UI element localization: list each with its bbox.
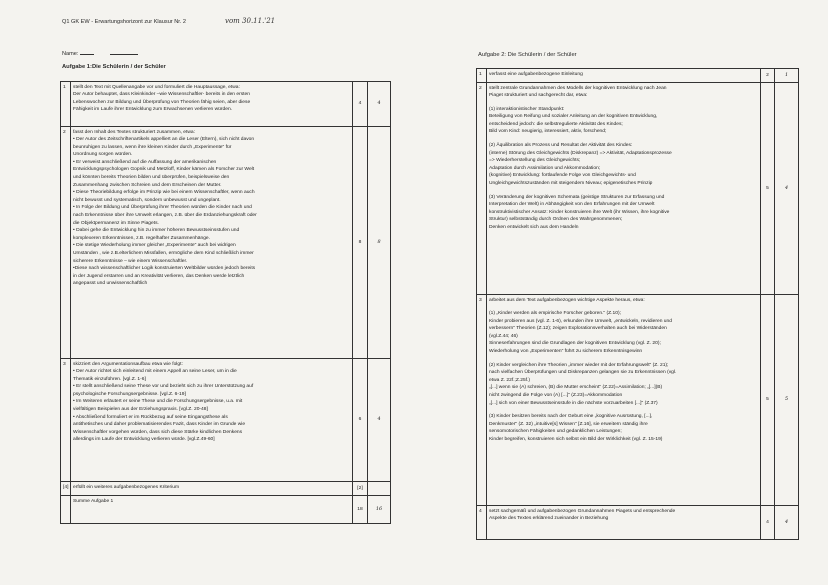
criterion-line: nicht bewusst und systematisch, sondern unbewusst und ungeplant. [73, 197, 221, 203]
criterion-line: beunruhigen zu lassen, wenn ihre kleinen Kinder durch „Experimente" für [73, 144, 232, 150]
criterion-line: sensomotorischen Fähigkeiten und gedanklichen Leistungen; [489, 429, 622, 435]
achieved-points [368, 482, 391, 496]
criterion-line: Wiederholung von „Experimenten" führt zu sicherem Erkenntnisgewinn [489, 349, 643, 355]
criterion-line: • Der Autor richtet sich einleitend mit einem Appell an seine Leser, um in die [73, 369, 237, 375]
criterion-line: nach vielfachen Überprüfungen und Diskrepanzen gelangen sie zu Erkenntnissen (vgl. [489, 370, 677, 376]
achieved-points: 4 [775, 83, 799, 295]
criterion-line: nicht zwingend die Folge von (A) [...]" (Z.23)=Akkommodation [489, 393, 623, 399]
achieved-points: 1 [775, 69, 799, 83]
max-points: 5 [761, 295, 775, 506]
criterion-line: Ungleichgewichtszuständen mit steigendem Niveau; epigenetisches Prinzip [489, 181, 653, 187]
aufgabe2-row-2 [477, 83, 799, 295]
criterion-line: Struktur) selbstständig durch Ordnen des Wahrgenommenen; [489, 217, 623, 223]
criterion-line: (3) Veränderung der kognitiven Schemata (geistige Strukturen zur Erfassung und [489, 194, 665, 200]
criterion-line: • Der Autor des Zeitschriftenartikels appelliert an die Leser (Eltern), sich nicht davon [73, 137, 255, 143]
achieved-points: 16 [368, 496, 391, 524]
criterion-line: Lebenswochen zur Bildung und Überprüfung von Theorien fähig seien, aber diese [73, 99, 251, 105]
criterion-line: die Objektpermanenz im Sinne Piagets. [73, 220, 159, 226]
criterion-line: (1) „Kinder werden als empirische Forscher geboren." (Z.10); [489, 311, 621, 317]
aufgabe2-row-1 [477, 69, 799, 83]
achieved-points: 4 [368, 359, 391, 482]
criterion-line: (1) interaktionistischer Standpunkt: [489, 106, 565, 112]
criterion-line: Fähigkeit im Laufe ihrer Entwicklung zum Erwachsenen verlieren würden. [73, 107, 233, 113]
aufgabe1-row-1 [61, 82, 391, 127]
criterion-line: vielfältigen Beispielen aus der Erziehungspraxis. [vgl.Z. 20-48] [73, 407, 208, 413]
max-points: 8 [353, 127, 368, 359]
row-number: 4 [477, 506, 487, 540]
max-points: 5 [761, 83, 775, 295]
criterion-line: Umständen , wie z.B.elterlichem Missfallen, ermögliche dem Kind schließlich immer [73, 251, 254, 256]
header-course: Q1 GK EW - Erwartungshorizont zur Klausur Nr. 2 [62, 19, 187, 25]
criterion-line: „[...] wenn sie (A) schreien, (B) die Mutter erscheint" (Z.22)=Assimilation; „[...](B) [489, 385, 663, 391]
criterion-text [487, 506, 761, 540]
criterion-line: antithetisches und daher problematisierendes Fazit, dass Kinder im Grunde wie [73, 422, 246, 428]
criterion-line: „[...] sich von einer Bewusstseinsstufe in die nächste vorzuarbeiten [...]" (Z.37) [489, 400, 658, 406]
criterion-line: Zusammenhang zwischen Schreien und dem Erscheinen der Mutter. [73, 182, 222, 188]
criterion-line: Unordnung sorgen würden. [73, 152, 133, 158]
criterion-line: • Die stetige Wiederholung immer gleicher „Experimente" auch bei widrigen [73, 243, 236, 249]
criterion-text [71, 82, 353, 127]
row-number [61, 496, 71, 524]
criterion-line: => Wiederherstellung des Gleichgewichts; [489, 158, 581, 164]
row-number: [4] [61, 482, 71, 496]
aufgabe1-row-2 [61, 127, 391, 359]
criterion-line: Beteiligung von Reifung und sozialer Anleitung an der kognitiven Entwicklung, [489, 114, 658, 120]
criterion-line: (2) Äquilibration als Prozess und Resultat der Aktivität des Kindes: [489, 143, 633, 149]
criterion-line: erfüllt ein weiteres aufgabenbezogenes Kriterium [73, 484, 180, 490]
row-number: 3 [477, 295, 487, 506]
row-number: 1 [477, 69, 487, 83]
criterion-line: nach Erkenntnisse über ihre Umwelt erlangen, z.B. über die Erdanziehungskraft oder [73, 213, 257, 219]
achieved-points: 4 [368, 82, 391, 127]
criterion-line: Bild vom Kind: neugierig, interessiert, aktiv, forschend; [489, 129, 607, 135]
criterion-line: stellt den Text mit Quellenangabe vor und formuliert die Hauptaussage, etwa: [73, 84, 240, 90]
criterion-line: • In Folge der Bildung und Überprüfung ihrer Theorien würden die Kinder nach und [73, 205, 252, 211]
aufgabe1-table [60, 81, 391, 524]
criterion-line: Aspekte des Textes erklärend zueinander in Beziehung [489, 516, 609, 522]
criterion-text [71, 482, 353, 496]
max-points: 4 [353, 82, 368, 127]
achieved-points: 5 [775, 295, 799, 506]
criterion-line: verbessern" Theorien (Z.12); zeigen Explorationsverhalten auch bei Widerständen [489, 326, 667, 332]
criterion-text [71, 359, 353, 482]
aufgabe1-row-3 [61, 359, 391, 482]
criterion-text [71, 127, 353, 359]
max-points: 18 [353, 496, 368, 524]
criterion-line: • Abschließend formuliert er im Rückbezug auf seine Eingangsthese als [73, 414, 228, 420]
achieved-points: 8 [368, 127, 391, 359]
name-field [62, 51, 138, 57]
criterion-text [71, 496, 353, 524]
max-points: 2 [761, 69, 775, 83]
row-number: 1 [61, 82, 71, 127]
criterion-line: • Im Weiteren erläutert er seine These und die Forschungsergebnisse, u.a. mit [73, 399, 243, 405]
criterion-line: psychologische Forschungsergebnisse. [vgl.Z. 6-19] [73, 391, 186, 397]
criterion-line: fasst den Inhalt des Textes strukturiert zusammen, etwa: [73, 129, 195, 135]
aufgabe2-table [476, 68, 799, 540]
header-date-handwritten: vom 30.11.'21 [225, 17, 276, 25]
criterion-text [487, 69, 761, 83]
criterion-line: konstruktivistischer Ansatz: Kinder konstruieren ihre Welt (ihr Wissen, ihre kognitive [489, 209, 670, 215]
criterion-line: Denkmuster" (Z. 32) „intuitive[s] Wissen" [Z.16], sie erweitern ständig ihre [489, 421, 648, 427]
criterion-line: Piaget strukturiert und sachgerecht dar, etwa: [489, 93, 588, 99]
row-number: 3 [61, 359, 71, 482]
criterion-line: (interne) Störung des Gleichgewichts (Diskrepanz) => Aktivität, Adaptationsprozesse [489, 150, 672, 156]
sum-label: Summe Aufgabe 1 [73, 498, 114, 504]
criterion-line: (vgl.Z.44; 46) [489, 333, 518, 339]
name-label: Name: [62, 51, 79, 57]
row-number: 2 [477, 83, 487, 295]
aufgabe1-title: Aufgabe 1:Die Schülerin / der Schüler [62, 64, 166, 70]
aufgabe2-row-3 [477, 295, 799, 506]
criterion-line: •Diese nach wissenschaftlicher Logik konstruierten Weltbilder würden jedoch bereits [73, 266, 256, 272]
criterion-line: • Dabei gehe die Entwicklung hin zu immer höheren Bewusstseinsstufen und [73, 228, 240, 234]
criterion-line: sicherere Erkenntnisse – wie einem Wissenschaftler. [73, 258, 188, 264]
criterion-line: Denken entwickelt sich aus dem Handeln [489, 225, 579, 230]
criterion-line: Der Autor behauptet, dass Kleinkinder –wie Wissenschaftler- bereits in den ersten [73, 92, 250, 98]
criterion-line: entscheidend jedoch: die selbstregulierte Aktivität des Kindes; [489, 121, 623, 127]
criterion-line: Adaptation durch Assimilation und Akkommodation; [489, 165, 601, 171]
criterion-line: in der Jugend erstarren und an Kreativität verlieren, das Denken werde letztlich [73, 273, 245, 279]
max-points: 6 [353, 359, 368, 482]
criterion-line: (2) Kinder vergleichen ihre Theorien „immer wieder mit der Erfahrungswelt" (Z. 21); [489, 362, 669, 368]
criterion-line: Thematik einzuführen. [vgl.Z. 1-6] [73, 376, 146, 382]
criterion-line: arbeitet aus dem Text aufgabenbezogen wichtige Aspekte heraus, etwa: [489, 297, 645, 303]
criterion-line: komplexeren Erkenntnissen, z.B. regelhafter Zusammenhänge. [73, 235, 211, 241]
criterion-line: verfasst eine aufgabenbezogene Einleitung [489, 71, 583, 77]
row-number: 2 [61, 127, 71, 359]
max-points: 4 [761, 506, 775, 540]
criterion-line: • Er verweist anschließend auf die Auffassung der amerikanischen [73, 159, 217, 165]
criterion-line: Interpretation der Welt) in Abhängigkeit von den Erfahrungen mit der Umwelt [489, 202, 655, 208]
achieved-points: 4 [775, 506, 799, 540]
criterion-text [487, 295, 761, 506]
aufgabe1-sum-row [61, 496, 391, 524]
criterion-line: Entwicklungspsychologen Gopnik und Metzloff, Kinder kämen als Forscher zur Welt [73, 167, 255, 173]
aufgabe2-row-4 [477, 506, 799, 540]
criterion-line: Wissenschaftler vorgehen würden, dass sich diese Stärke kindlichen Denkens [73, 429, 243, 435]
aufgabe2-title: Aufgabe 2: Die Schülerin / der Schüler [478, 52, 577, 58]
criterion-line: • Er stellt anschließend seine These vor und bezieht sich zu ihrer Unterstützung auf [73, 384, 254, 390]
criterion-line: Kinder begreifen, konstruieren sich selbst ein Bild der Wirklichkeit (vgl. Z. 15-19) [489, 437, 663, 442]
aufgabe1-row-4 [61, 482, 391, 496]
criterion-line: skizziert den Argumentationsaufbau etwa wie folgt: [73, 361, 183, 367]
criterion-line: allerdings im Laufe der Entwicklung verlieren würde. [vgl.Z.49-60] [73, 437, 215, 443]
criterion-line: (kognitive) Entwicklung: fortlaufende Folge von Gleichgewichts- und [489, 173, 636, 179]
criterion-line: angepasst und unwissenschaftlich [73, 281, 148, 287]
criterion-line: • Diese Theoriebildung erfolge im Prinzip wie bei einem Wissenschaftler, wenn auch [73, 190, 255, 196]
criterion-line: Sinneserfahrungen sind die Grundlagen der kognitiven Entwicklung (vgl. Z. 20); [489, 341, 661, 347]
criterion-text [487, 83, 761, 295]
max-points: [2] [353, 482, 368, 496]
criterion-line: und könnten bereits Theorien bilden und überprüfen, beispielsweise den [73, 175, 230, 181]
criterion-line: (3) Kinder besitzen bereits nach der Geburt eine „kognitive Ausrüstung, [...], [489, 414, 653, 420]
criterion-line: stellt zentrale Grundannahmen des Modells der kognitiven Entwicklung nach Jean [489, 85, 667, 91]
criterion-line: etwa Z. 22f.;Z.25f.) [489, 377, 531, 383]
criterion-line: Kinder probieren aus (vgl. Z. 1-6), erkunden ihre Umwelt, „entwickeln, revidieren und [489, 318, 672, 324]
criterion-line: setzt sachgemäß und aufgabenbezogen Grundannahmen Piagets und entsprechende [489, 508, 676, 514]
